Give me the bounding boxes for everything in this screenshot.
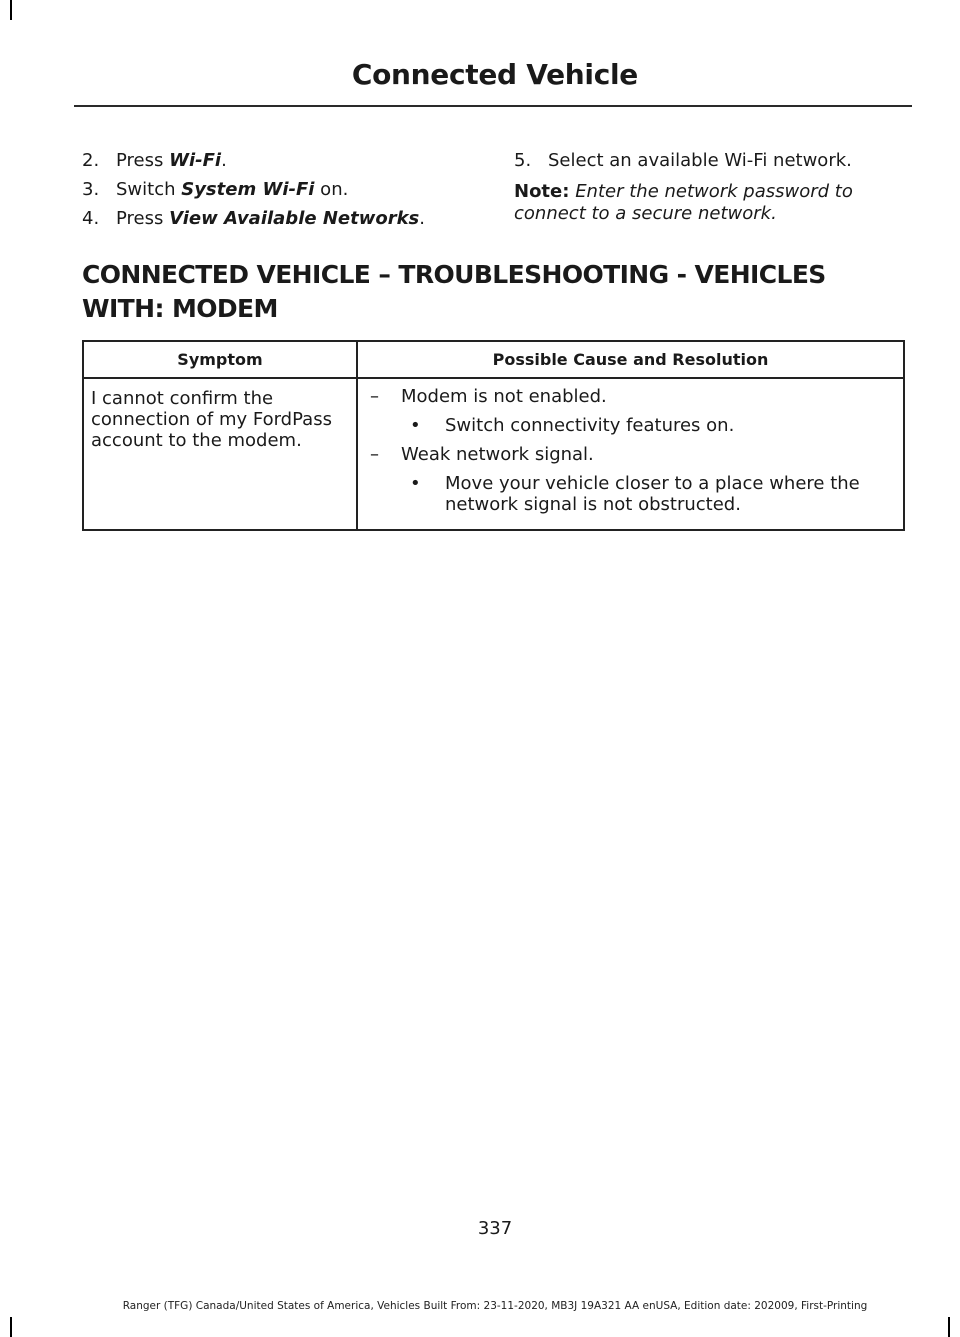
step-emphasis: Wi-Fi — [169, 150, 222, 171]
bullet-marker: • — [410, 473, 421, 494]
step-suffix: . — [419, 208, 426, 229]
resolution-item — [410, 415, 895, 436]
dash-marker: – — [370, 444, 379, 465]
cause-text: Modem is not enabled. — [401, 386, 607, 407]
crop-mark — [10, 1317, 12, 1337]
note — [514, 181, 909, 225]
table-header-row — [83, 341, 904, 378]
step-number: 5. — [514, 150, 532, 171]
step-text: Switch — [116, 179, 182, 200]
step-number: 4. — [82, 208, 100, 229]
step-suffix: on. — [314, 179, 349, 200]
steps-list-right — [514, 146, 909, 225]
cause-cell — [357, 378, 904, 530]
header-divider — [74, 105, 912, 107]
note-label: Note: — [514, 181, 570, 202]
step-emphasis: System Wi-Fi — [181, 179, 315, 200]
section-heading: CONNECTED VEHICLE – TROUBLESHOOTING - VEHICLES WITH: MODEM — [82, 260, 826, 323]
step-number: 2. — [82, 150, 100, 171]
bullet-marker: • — [410, 415, 421, 436]
cause-item — [370, 444, 895, 465]
column-header-symptom: Symptom — [83, 341, 357, 378]
footer-text: Ranger (TFG) Canada/United States of America, Vehicles Built From: 23-11-2020, MB3J 19A321 AA enUSA, Edition date: 202009, First-Printing — [122, 1300, 868, 1312]
step-emphasis: View Available Networks — [169, 208, 420, 229]
step-number: 3. — [82, 179, 100, 200]
step-text: Select an available Wi-Fi network. — [548, 150, 852, 171]
step-item — [82, 204, 462, 233]
note-text: Enter the network password to connect to a secure network. — [514, 181, 853, 224]
cause-text: Weak network signal. — [401, 444, 594, 465]
step-text: Press — [116, 208, 170, 229]
dash-marker: – — [370, 386, 379, 407]
crop-mark — [10, 0, 12, 20]
resolution-text: Switch connectivity features on. — [445, 415, 735, 436]
symptom-cell: I cannot confirm the connection of my FordPass account to the modem. — [83, 378, 357, 530]
step-item — [514, 146, 909, 175]
page-title: Connected Vehicle — [351, 58, 638, 91]
step-item — [82, 175, 462, 204]
resolution-item — [410, 473, 895, 515]
troubleshooting-table — [82, 340, 905, 531]
column-header-cause: Possible Cause and Resolution — [357, 341, 904, 378]
crop-mark — [948, 1317, 950, 1337]
table-row — [83, 378, 904, 530]
resolution-text: Move your vehicle closer to a place where the network signal is not obstructed. — [445, 473, 860, 515]
steps-list-left — [82, 146, 462, 233]
step-text: Press — [116, 150, 170, 171]
step-item — [82, 146, 462, 175]
step-suffix: . — [221, 150, 227, 171]
cause-item — [370, 386, 895, 407]
page-number: 337 — [477, 1218, 513, 1239]
